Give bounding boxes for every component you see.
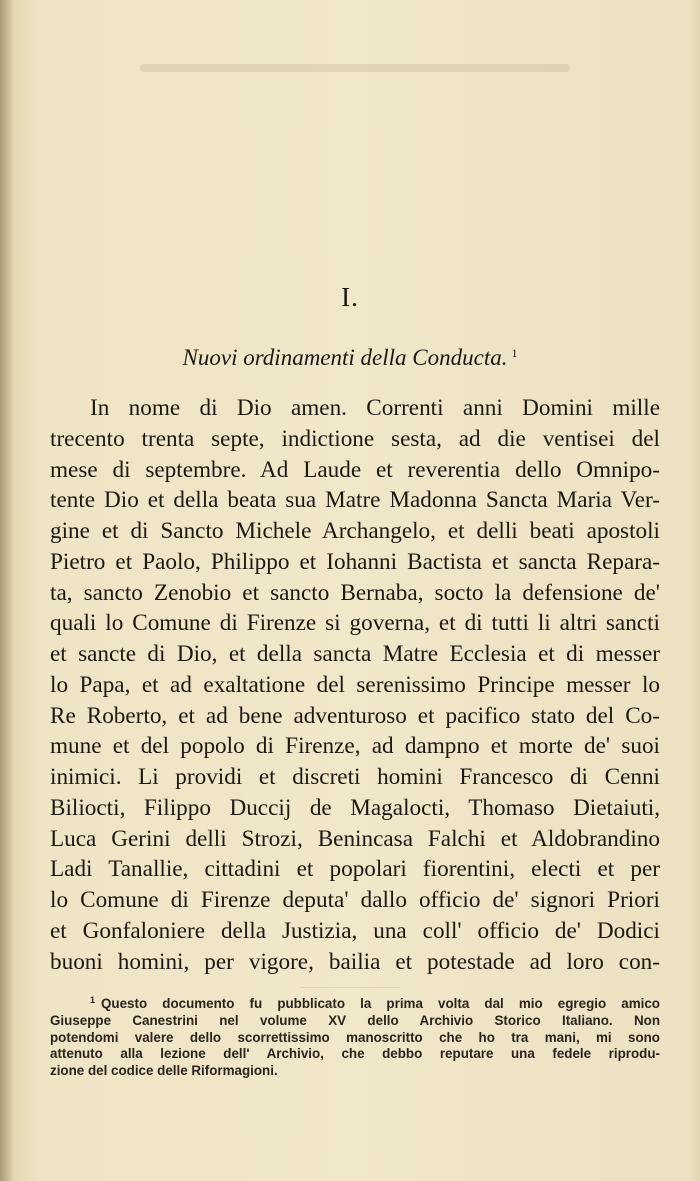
chapter-footnote-marker: 1 bbox=[511, 346, 518, 360]
footnote-text: Questo documento fu pubblicato la prima volta dal mio egregio amico bbox=[101, 996, 660, 1011]
body-line: trecento trenta septe, indictione sesta, ad die ventisei del bbox=[50, 425, 660, 452]
chapter-title: Nuovi ordinamenti della Conducta. bbox=[182, 345, 508, 370]
binding-shadow bbox=[0, 0, 14, 1181]
body-line: Pietro et Paolo, Philippo et Iohanni Bactista et sancta Repara- bbox=[50, 548, 660, 575]
body-line: tente Dio et della beata sua Matre Madonna Sancta Maria Ver- bbox=[50, 487, 660, 514]
body-line: gine et di Sancto Michele Archangelo, et delli beati apostoli bbox=[50, 518, 660, 544]
body-line: et Gonfaloniere della Justizia, una coll' officio de' Dodici bbox=[50, 917, 660, 944]
chapter-heading bbox=[0, 345, 700, 371]
chapter-numeral: I. bbox=[341, 282, 359, 312]
body-line: mese di septembre. Ad Laude et reverentia dello Omnipo- bbox=[50, 456, 660, 483]
body-text bbox=[50, 393, 660, 977]
footnote-line: Giuseppe Canestrini nel volume XV dello Archivio Storico Italiano. Non bbox=[50, 1012, 660, 1028]
body-line: buoni homini, per vigore, bailia et potestade ad loro con- bbox=[50, 948, 660, 975]
footnote-divider bbox=[300, 987, 400, 988]
body-line: Biliocti, Filippo Duccij de Magalocti, Thomaso Dietaiuti, bbox=[50, 794, 660, 821]
body-line: ta, sancto Zenobio et sancto Bernaba, socto la defensione de' bbox=[50, 579, 660, 606]
body-line: quali lo Comune di Firenze si governa, et di tutti li altri sancti bbox=[50, 610, 660, 637]
body-line: lo Comune di Firenze deputa' dallo officio de' signori Priori bbox=[50, 887, 660, 913]
body-line: Ladi Tanallie, cittadini et popolari fiorentini, electi et per bbox=[50, 856, 660, 883]
body-line: inimici. Li providi et discreti homini Francesco di Cenni bbox=[50, 764, 660, 790]
footnote-marker: 1 bbox=[90, 995, 96, 1005]
footnote-line bbox=[50, 992, 660, 1013]
footnote bbox=[50, 992, 660, 1080]
footnote-line: zione del codice delle Riformagioni. bbox=[50, 1063, 278, 1079]
body-line: Luca Gerini delli Strozi, Benincasa Falchi et Aldobrandino bbox=[50, 825, 660, 852]
body-line: lo Papa, et ad exaltatione del serenissimo Principe messer lo bbox=[50, 671, 660, 698]
show-through-header bbox=[140, 64, 570, 72]
body-line: mune et del popolo di Firenze, ad dampno et morte de' suoi bbox=[50, 733, 660, 760]
footnote-line: potendomi valere dello scorrettissimo manoscritto che ho tra mani, mi sono bbox=[50, 1029, 660, 1045]
footnote-line: attenuto alla lezione dell' Archivio, che debbo reputare una fedele riprodu- bbox=[50, 1046, 660, 1062]
body-line: Re Roberto, et ad bene adventuroso et pacifico stato del Co- bbox=[50, 702, 660, 729]
body-line: et sancte di Dio, et della sancta Matre Ecclesia et di messer bbox=[50, 641, 660, 667]
body-line: In nome di Dio amen. Correnti anni Domini mille bbox=[90, 395, 660, 421]
